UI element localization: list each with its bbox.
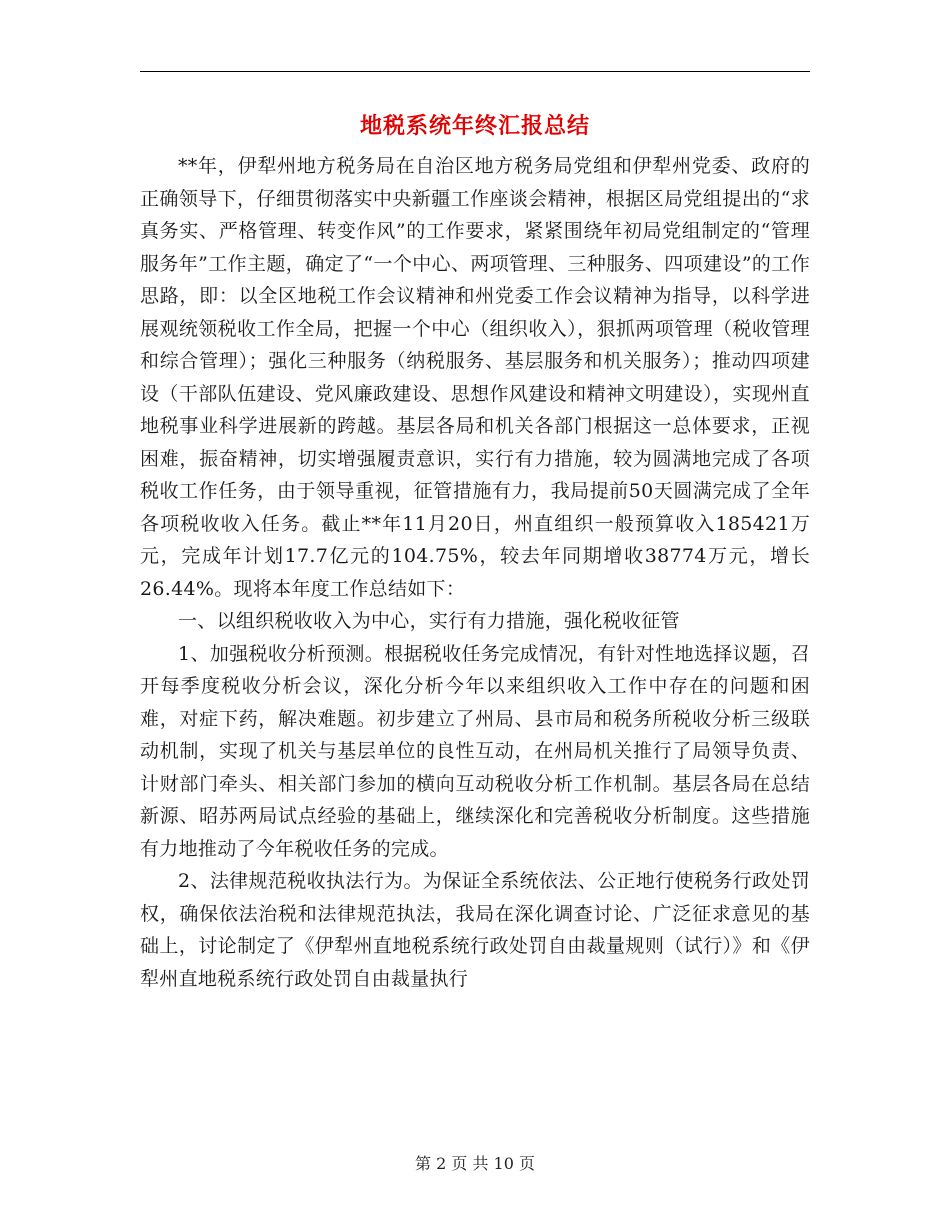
body-paragraph-tax-analysis: 1、加强税收分析预测。根据税收任务完成情况，有针对性地选择议题，召开每季度税收分析会议，深化分析今年以来组织收入工作中存在的问题和困难，对症下药，解决难题。初步建立了州局、县市局和税务所税收分析三级联动机制，实现了机关与基层单位的良性互动，在州局机关推行了局领导负责、计财部门牵头、相关部门参加的横向互动税收分析工作机制。基层各局在总结新源、昭苏两局试点经验的基础上，继续深化和完善税收分析制度。这些措施有力地推动了今年税收任务的完成。 <box>140 642 810 860</box>
header-rule <box>140 71 810 72</box>
body-paragraph-intro: **年，伊犁州地方税务局在自治区地方税务局党组和伊犁州党委、政府的正确领导下，仔细贯彻落实中央新疆工作座谈会精神，根据区局党组提出的“求真务实、严格管理、转变作风”的工作要求，紧紧围绕年初局党组制定的“管理服务年”工作主题，确定了“一个中心、两项管理、三种服务、四项建设”的工作思路，即：以全区地税工作会议精神和州党委工作会议精神为指导，以科学进展观统领税收工作全局，把握一个中心（组织收入），狠抓两项管理（税收管理和综合管理）；强化三种服务（纳税服务、基层服务和机关服务）；推动四项建设（干部队伍建设、党风廉政建设、思想作风建设和精神文明建设），实现州直地税事业科学进展新的跨越。基层各局和机关各部门根据这一总体要求，正视困难，振奋精神，切实增强履责意识，实行有力措施，较为圆满地完成了各项税收工作任务，由于领导重视，征管措施有力，我局提前50天圆满完成了全年各项税收收入任务。截止**年11月20日，州直组织一般预算收入185421万元，完成年计划17.7亿元的104.75%，较去年同期增收38774万元，增长26.44%。现将本年度工作总结如下： <box>140 155 810 600</box>
section-heading-1: 一、以组织税收收入为中心，实行有力措施，强化税收征管 <box>178 610 680 632</box>
document-title: 地税系统年终汇报总结 <box>359 113 590 139</box>
page-number-footer: 第 2 页 共 10 页 <box>415 1154 535 1173</box>
body-paragraph-law-enforcement: 2、法律规范税收执法行为。为保证全系统依法、公正地行使税务行政处罚权，确保依法治税和法律规范执法，我局在深化调查讨论、广泛征求意见的基础上，讨论制定了《伊犁州直地税系统行政处罚自由裁量规则（试行）》和《伊犁州直地税系统行政处罚自由裁量执行 <box>140 870 810 990</box>
document-body <box>140 150 810 995</box>
